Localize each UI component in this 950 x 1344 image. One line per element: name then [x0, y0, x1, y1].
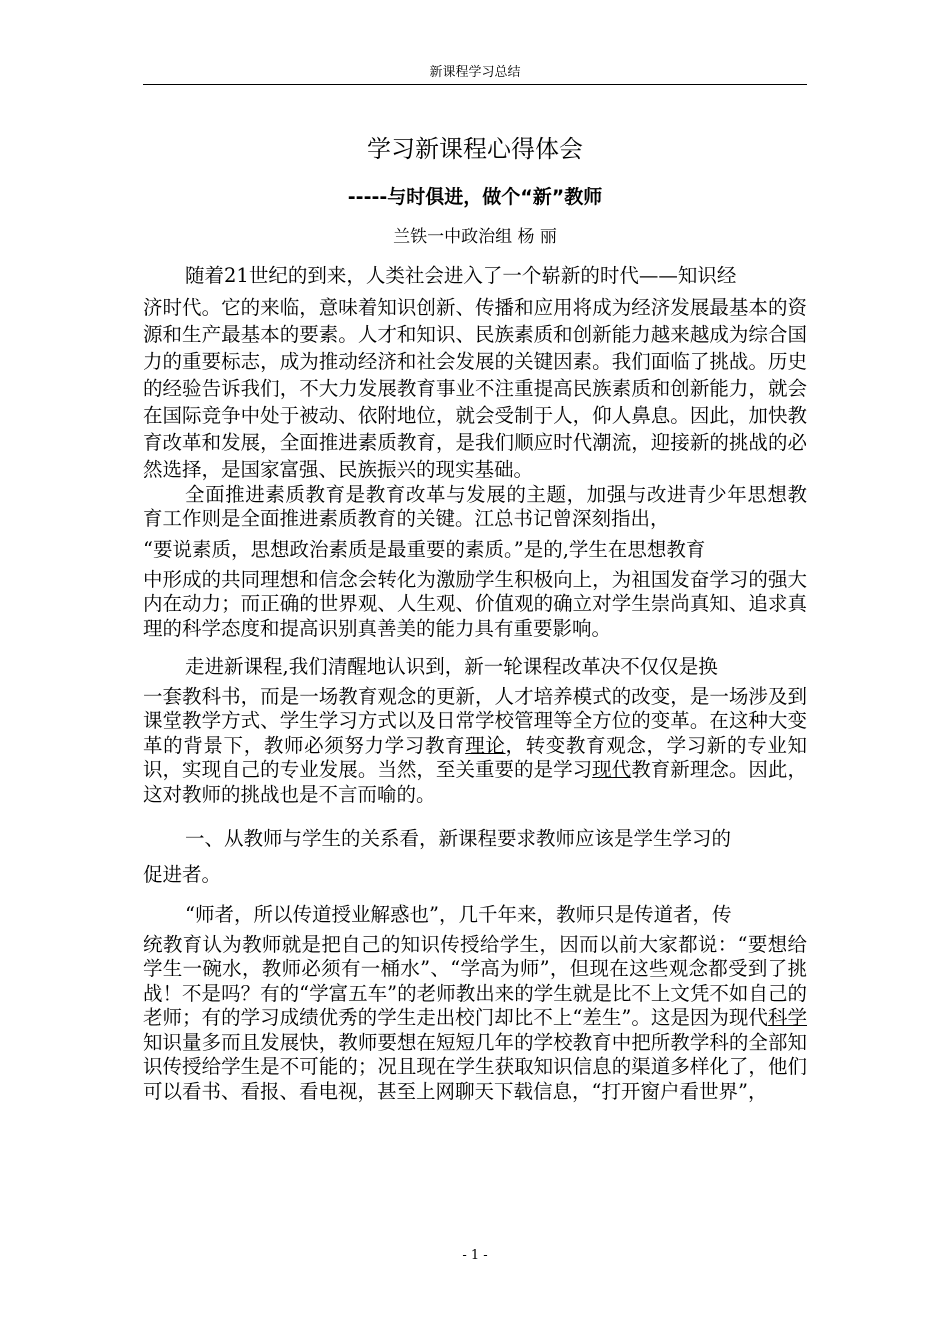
paragraph-4-first-line: 一、从教师与学生的关系看，新课程要求教师应该是学生学习的	[185, 827, 732, 851]
paragraph-2-text-a: 全面推进素质教育是教育改革与发展的主题，加强与改进青少年思想教育工作则是全面推进素质教育的关键。江总书记曾深刻指出，	[143, 483, 807, 531]
page-number: - 1 -	[462, 1248, 488, 1263]
paragraph-2-text-c: 中形成的共同理想和信念会转化为激励学生积极向上，为祖国发奋学习的强大内在动力；而正确的世界观、人生观、价值观的确立对学生崇尚真知、追求真理的科学态度和提高识别真善美的能力具有重要影响。	[143, 567, 807, 640]
paragraph-4	[143, 821, 807, 893]
paragraph-1-first-line: 随着21世纪的到来，人类社会进入了一个崭新的时代——知识经	[185, 264, 737, 287]
paragraph-2	[143, 483, 807, 641]
paragraph-3-first-line: 走进新课程,我们清醒地认识到，新一轮课程改革决不仅仅是换	[185, 655, 718, 679]
paragraph-3-text-b: ，转变教育观念，学习新的专业知识，实现自己的专业发展。当然，至关重要的是学习	[143, 733, 807, 782]
paragraph-3	[143, 649, 807, 807]
link-theory[interactable]: 理论	[465, 733, 506, 757]
paragraph-1	[143, 258, 807, 483]
link-modern[interactable]: 现代	[592, 758, 632, 782]
paragraph-3-text-a: 一套教科书，而是一场教育观念的更新，人才培养模式的改变，是一场涉及到课堂教学方式、学生学习方式以及日常学校管理等全方位的变革。在这种大变革的背景下，教师必须努力学习教育	[143, 685, 807, 757]
paragraph-5-text-b: 知识量多而且发展快，教师要想在短短几年的学校教育中把所教学科的全部知识传授给学生是不可能的；况且现在学生获取知识信息的渠道多样化了，他们可以看书、看报、看电视，甚至上网聊天下载信息，“打开窗户看世界”，	[143, 1030, 807, 1103]
running-header: 新课程学习总结	[429, 65, 521, 80]
link-science[interactable]: 科学	[767, 1006, 807, 1030]
paragraph-3-text-c: 教育新理念。因此，这对教师的挑战也是不言而喻的。	[143, 758, 807, 806]
paragraph-5	[143, 897, 807, 1104]
document-body	[143, 258, 807, 1104]
document-title: 学习新课程心得体会	[367, 135, 583, 163]
paragraph-2-quote-line: “要说素质，思想政治素质是最重要的素质。”是的,学生在思想教育	[143, 537, 706, 561]
paragraph-4-second-line: 促进者。	[143, 863, 222, 887]
document-subtitle: -----与时俱进，做个“新”教师	[347, 186, 603, 208]
header-rule	[143, 84, 807, 85]
paragraph-5-first-line: “师者，所以传道授业解惑也”，几千年来，教师只是传道者，传	[185, 903, 732, 927]
paragraph-5-text-a: 统教育认为教师就是把自己的知识传授给学生，因而以前大家都说：“要想给学生一碗水，教师必须有一桶水”、“学高为师”，但现在这些观念都受到了挑战！不是吗？有的“学富五车”的老师教出来的学生就是比不上文凭不如自己的老师；有的学习成绩优秀的学生走出校门却比不上“差生”。这是因为现代	[143, 933, 807, 1030]
author-line: 兰铁一中政治组 杨 丽	[393, 227, 557, 247]
paragraph-1-text: 济时代。它的来临，意味着知识创新、传播和应用将成为经济发展最基本的资源和生产最基本的要素。人才和知识、民族素质和创新能力越来越成为综合国力的重要标志，成为推动经济和社会发展的关键因素。我们面临了挑战。历史的经验告诉我们，不大力发展教育事业不注重提高民族素质和创新能力，就会在国际竞争中处于被动、依附地位，就会受制于人，仰人鼻息。因此，加快教育改革和发展，全面推进素质教育，是我们顺应时代潮流，迎接新的挑战的必然选择，是国家富强、民族振兴的现实基础。	[143, 296, 807, 481]
